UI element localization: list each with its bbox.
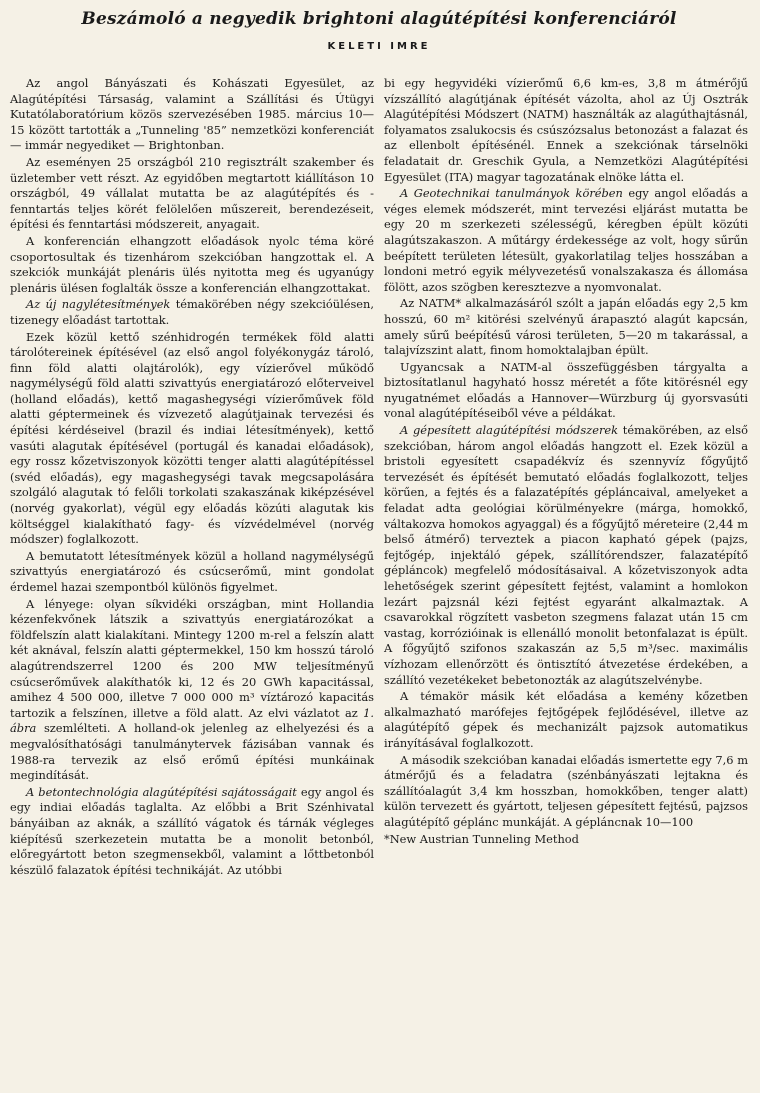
paragraph: A konferencián elhangzott előadások nyolc téma köré csoportosultak és tizenhárom szekcióban hangzottak el. A szekciók munkáját plenáris ülés nyitotta meg és ugyanúgy plenáris ülésen foglalták össze a konferencián elhangzottakat. xyxy=(10,233,374,295)
paragraph: bi egy hegyvidéki vízierőmű 6,6 km-es, 3,8 m átmérőjű vízszállító alagútjának építését vázolta, ahol az Új Osztrák Alagútépítési Módszert (NATM) használták az alagúthajtásnál, folyamatos zsalukocsis és csúszózsalus betonozást a falazat és az ellenbolt építésénél. Ennek a szekciónak társelnöki feladatait dr. Greschik Gyula, a Nemzetközi Alagútépítési Egyesület (ITA) magyar tagozatának elnöke látta el. xyxy=(384,76,748,184)
paragraph-text: témakörében, az első szekcióban, három angol előadás hangzott el. Ezek közül a bristoli egyesített csapadékvíz és szennyvíz főgyűjtő tervezését és építését bemutató előadás foglalkozott, teljes körűen, a fejtés és a falazatépítés gépláncaival, amelyeket a feladat adta geológiai körülményekre (márga, homokkő, váltakozva homokos agyaggal) és a főgyűjtő méreteire (2,44 m belső átmérő) terveztek a piacon kapható gépek (pajzs, fejtőgép, injektáló gépek, szállítórendszer, falazatépítő gépláncok) megfelelő módosításaival. A kőzetviszonyok adta lehetőségek szerint gépesített fejtést, valamint a homlokon lezárt pajzsnál kézi fejtést egyaránt alkalmaztak. A csavarokkal rögzített vasbeton szegmens falazat után 15 cm vastag, korrózióinak is ellenálló monolit betonfalazat is épült. A főgyűjtő szifonos szakaszán az 5,5 m³/sec. maximális vízhozam ellenőrzött és öntisztító átvezetése érdekében, a szállító vezetékeket bebetonozták az alagútszelvénybe. xyxy=(384,423,748,687)
paragraph xyxy=(384,296,748,358)
paragraph-text: A lényege: olyan síkvidéki országban, mint Hollandia kézenfekvőnek látszik a szivattyús energiatározókat a földfelszín alatt kialakítani. Mintegy 1200 m-rel a felszín alatt két aknával, felszín alatti géptermekkel, 150 km hosszú tároló alagútrendszerrel 1200 és 200 MW teljesítményű csúcserőművek alakíthatók ki, 12 és 20 GWh kapacitással, amihez 4 500 000, illetve 7 000 000 m³ víztározó kapacitás tartozik a felszínen, illetve a föld alatt. Az elvi vázlatot az xyxy=(10,596,374,720)
paragraph: A második szekcióban kanadai előadás ismertette egy 7,6 m átmérőjű és a feladatra (szénbányászati lejtakna és szállítóalagút 3,4 km hosszban, homokkőben, tenger alatt) külön tervezett és gyártott, teljesen gépesített fejtésű, pajzsos alagútépítő géplánc munkáját. A gépláncnak 10—100 xyxy=(384,752,748,829)
left-column xyxy=(10,76,374,879)
section-lead-natm: Az NATM* xyxy=(400,296,462,311)
paragraph-text: szemlélteti. A holland-ok jelenleg az elhelyezési és a megvalósíthatósági tanulmánytervek fázisában vannak és 1988-ra tervezik az első erőmű építési munkáinak megindítását. xyxy=(10,721,374,783)
section-lead-mechanized: A gépesített alagútépítési módszerek xyxy=(400,423,619,438)
section-lead-concrete: A betontechnológia alagútépítési sajátosságait xyxy=(26,784,297,799)
paragraph: Az angol Bányászati és Kohászati Egyesület, az Alagútépítési Társaság, valamint a Szállítási és Útügyi Kutatólaboratórium közös szervezésében 1985. március 10—15 között tartották a „Tunneling '85” nemzetközi konferenciát — immár negyediket — Brightonban. xyxy=(10,76,374,153)
paragraph xyxy=(384,186,748,295)
footnote: *New Austrian Tunneling Method xyxy=(384,831,579,846)
paragraph xyxy=(384,423,748,688)
article-body xyxy=(10,76,748,879)
article-author: KELETI IMRE xyxy=(327,41,431,52)
paragraph-text: témakörében négy szekcióülésen, tizenegy előadást tartottak. xyxy=(10,297,375,327)
paragraph-text: alkalmazásáról szólt a japán előadás egy 2,5 km hosszú, 60 m² kitörési szelvényű árapasztó alagút kapcsán, amely sűrű beépítésű városi területen, 5—20 m takarással, a talajvízszint alatt, finom homoktalajban épült. xyxy=(384,296,748,358)
paragraph xyxy=(10,597,374,784)
article-title: Beszámoló a negyedik brightoni alagútépítési konferenciáról xyxy=(81,9,677,29)
paragraph: A bemutatott létesítmények közül a holland nagymélységű szivattyús energiatározó és csúcserőmű, mint gondolat érdemel hazai szempontból különös figyelmet. xyxy=(10,548,374,594)
paragraph: Ugyancsak a NATM-al összefüggésben tárgyalta a biztosítatlanul hagyható hossz méretét a főte kitörésnél egy nyugatnémet előadás a Hannover—Würzburg új gyorsvasúti vonal alagútépítéseiből véve a példákat. xyxy=(384,359,748,421)
paragraph-text: egy angol és egy indiai előadás taglalta. Az előbbi a Brit Szénhivatal bányáiban az aknák, a szállító vágatok és tárnák végleges kiépítésű szerkezetein mutatta be a monolit betonból, előregyártott beton szegmensekből, valamint a lőttbetonból készülő falazatok építési technikáját. Az utóbbi xyxy=(10,784,374,877)
figure-reference: 1. ábra xyxy=(10,705,375,736)
section-lead-new-projects: Az új nagylétesítmények xyxy=(26,297,171,312)
paragraph xyxy=(10,297,374,328)
paragraph: Az eseményen 25 országból 210 regisztrált szakember és üzletember vett részt. Az egyidőben megtartott kiállításon 10 országból, 49 vállalat mutatta be az alagútépítés és -fenntartás teljes körét felölelően műszereit, berendezéseit, építési és fenntartási módszereit, anyagait. xyxy=(10,154,374,232)
paragraph: Ezek közül kettő szénhidrogén termékek föld alatti tárolótereinek építésével (az első angol folyékonygáz tároló, finn föld alatti olajtárolók), egy vízierővel működő nagymélységű föld alatti szivattyús energiatározó előterveivel (holland előadás), kettő magashegységi vízierőművek föld alatti géptermeinek és vízvezető alagútjainak tervezési és építési kérdéseivel (brazil és indiai létesítmények), kettő vasúti alagutak építésével (portugál és kanadai előadások), egy rossz kőzetviszonyok közötti tenger alatti alagútépítéssel (svéd előadás), egy magashegységi tavak megcsapolására szolgáló alagutak tó felőli torkolati szakaszának kiképzésével (norvég gyakorlat), végül egy előadás közúti alagutak kis költséggel kialakítható fagy- és vízvédelmével (norvég módszer) foglalkozott. xyxy=(10,329,374,547)
paragraph: A témakör másik két előadása a kemény kőzetben alkalmazható marófejes fejtőgépek fejlődésével, illetve az alagútépítő gépek és mechanizált pajzsok automatikus irányításával foglalkozott. xyxy=(384,689,748,750)
right-column xyxy=(384,76,748,879)
paragraph xyxy=(10,785,374,879)
paragraph-text: egy angol előadás a véges elemek módszerét, mint tervezési eljárást mutatta be egy 20 m szerkezeti szélességű, kéregben épült közúti alagútszakaszon. A műtárgy érdekessége az volt, hogy sűrűn beépített területen létesült, gyakorlatilag teljes hosszában a londoni metró egyik mélyvezetésű vonalszakasza és állomása fölött, azos szögben keresztezve a nyomvonalat. xyxy=(384,186,748,294)
section-lead-geotech: A Geotechnikai tanulmányok körében xyxy=(400,186,623,201)
